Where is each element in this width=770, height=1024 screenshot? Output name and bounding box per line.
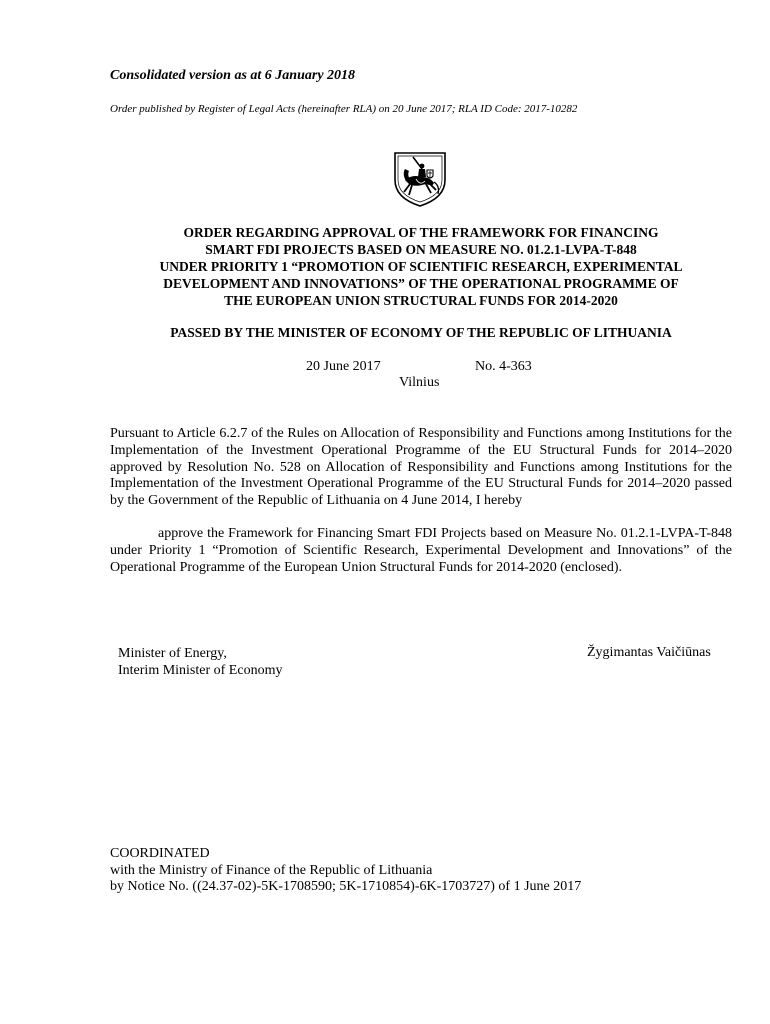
order-title: [105, 224, 737, 309]
coordination-line: with the Ministry of Finance of the Republic of Lithuania: [110, 862, 433, 878]
signatory-name: Žygimantas Vaičiūnas: [587, 645, 711, 660]
order-date: 20 June 2017: [306, 359, 381, 374]
publication-note: Order published by Register of Legal Acts (hereinafter RLA) on 20 June 2017; RLA ID Code: 2017-10282: [110, 103, 578, 115]
title-line: SMART FDI PROJECTS BASED ON MEASURE NO. 01.2.1-LVPA-T-848: [205, 242, 637, 257]
title-line: ORDER REGARDING APPROVAL OF THE FRAMEWORK FOR FINANCING: [183, 225, 659, 240]
title-line: THE EUROPEAN UNION STRUCTURAL FUNDS FOR 2014-2020: [224, 293, 618, 308]
coordination-line: by Notice No. ((24.37-02)-5K-1708590; 5K-1710854)-6K-1703727) of 1 June 2017: [110, 879, 582, 894]
passed-by-heading: PASSED BY THE MINISTER OF ECONOMY OF THE REPUBLIC OF LITHUANIA: [170, 325, 672, 340]
title-line: DEVELOPMENT AND INNOVATIONS” OF THE OPERATIONAL PROGRAMME OF: [163, 276, 679, 291]
coordination-note: [110, 846, 581, 896]
consolidated-version-note: Consolidated version as at 6 January 2018: [110, 68, 356, 83]
coordination-heading: COORDINATED: [110, 846, 210, 861]
signatory-role-line: Minister of Energy,: [118, 646, 227, 661]
order-city: Vilnius: [399, 375, 440, 390]
coat-of-arms-vytis-icon: [392, 150, 448, 208]
approval-paragraph: approve the Framework for Financing Smart FDI Projects based on Measure No. 01.2.1-LVPA-T-848 under Priority 1 “Promotion of Scientific Research, Experimental Development and Innovations” of the Operational Programme of the European Union Structural Funds for 2014-2020 (enclosed).: [110, 526, 732, 575]
signatory-role-line: Interim Minister of Economy: [118, 663, 283, 678]
signatory-role: [118, 645, 282, 679]
title-line: UNDER PRIORITY 1 “PROMOTION OF SCIENTIFIC RESEARCH, EXPERIMENTAL: [159, 259, 683, 274]
preamble-paragraph: Pursuant to Article 6.2.7 of the Rules on Allocation of Responsibility and Functions among Institutions for the Implementation of the Investment Operational Programme of the EU Structural Funds for 2014–2020 approved by Resolution No. 528 on Allocation of Responsibility and Functions among Institutions for the Implementation of the Investment Operational Programme of the EU Structural Funds for 2014–2020 passed by the Government of the Republic of Lithuania on 4 June 2014, I hereby: [110, 426, 732, 509]
order-number: No. 4-363: [475, 359, 532, 374]
